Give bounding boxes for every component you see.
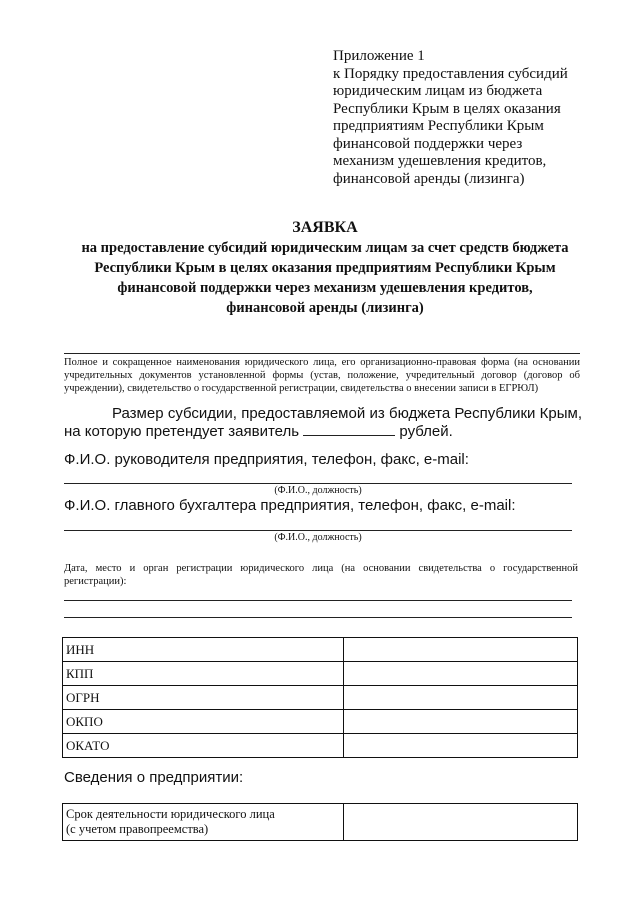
title-line: финансовой аренды (лизинга) xyxy=(226,300,424,316)
code-value-okpo[interactable] xyxy=(344,710,578,734)
appendix-line: финансовой поддержки через xyxy=(333,135,523,152)
title-line: на предоставление субсидий юридическим лицам за счет средств бюджета xyxy=(81,240,569,256)
code-label-inn: ИНН xyxy=(63,638,344,662)
title-heading: ЗАЯВКА xyxy=(292,219,358,236)
subsidy-paragraph xyxy=(64,405,582,441)
code-label-kpp: КПП xyxy=(63,662,344,686)
company-term-label-line: (с учетом правопреемства) xyxy=(66,822,209,836)
code-value-okato[interactable] xyxy=(344,734,578,758)
appendix-block xyxy=(333,48,593,188)
legal-name-line[interactable] xyxy=(64,353,580,354)
appendix-line: финансовой аренды (лизинга) xyxy=(333,170,525,187)
registration-line-2[interactable] xyxy=(64,617,572,618)
code-value-kpp[interactable] xyxy=(344,662,578,686)
accountant-label: Ф.И.О. главного бухгалтера предприятия, телефон, факс, e-mail: xyxy=(64,497,516,514)
director-caption: (Ф.И.О., должность) xyxy=(274,485,362,496)
code-value-ogrn[interactable] xyxy=(344,686,578,710)
accountant-caption: (Ф.И.О., должность) xyxy=(274,532,362,543)
appendix-line: юридическим лицам из бюджета xyxy=(333,83,543,99)
registration-line-1[interactable] xyxy=(64,600,572,601)
title-line: финансовой поддержки через механизм удешевления кредитов, xyxy=(117,280,533,296)
subsidy-currency: рублей. xyxy=(399,423,453,440)
table-row xyxy=(63,804,578,841)
company-info-table xyxy=(62,803,578,841)
legal-name-note: Полное и сокращенное наименования юридического лица, его организационно-правовая форма (на основании учредительных документов установленной формы (устав, положение, учредительный договор (договор об учреждении), свидетельство о государственной регистрации, свидетельства о внесении записи в ЕГРЮЛ) xyxy=(64,357,580,394)
code-value-inn[interactable] xyxy=(344,638,578,662)
director-label: Ф.И.О. руководителя предприятия, телефон, факс, e-mail: xyxy=(64,451,469,468)
table-row xyxy=(63,638,578,662)
table-row xyxy=(63,734,578,758)
appendix-line: Республики Крым в целях оказания xyxy=(333,100,561,117)
company-info-title: Сведения о предприятии: xyxy=(64,769,244,786)
director-line[interactable] xyxy=(64,483,572,484)
appendix-line: предприятиям Республики Крым xyxy=(333,118,544,134)
code-label-okpo: ОКПО xyxy=(63,710,344,734)
company-term-label xyxy=(63,804,344,841)
appendix-line: механизм удешевления кредитов, xyxy=(333,153,547,169)
table-row xyxy=(63,710,578,734)
company-term-value[interactable] xyxy=(344,804,578,841)
subsidy-amount-blank[interactable] xyxy=(303,423,395,436)
table-row xyxy=(63,686,578,710)
registration-note: Дата, место и орган регистрации юридического лица (на основании свидетельства о государственной регистрации): xyxy=(64,563,578,587)
table-row xyxy=(63,662,578,686)
company-term-label-line: Срок деятельности юридического лица xyxy=(66,807,275,821)
code-label-ogrn: ОГРН xyxy=(63,686,344,710)
codes-table xyxy=(62,637,578,758)
code-label-okato: ОКАТО xyxy=(63,734,344,758)
subsidy-text: Размер субсидии, предоставляемой из бюджета Республики Крым, на которую претендует заявитель xyxy=(64,405,582,440)
appendix-line: к Порядку предоставления субсидий xyxy=(333,65,568,82)
title-line: Республики Крым в целях оказания предприятиям Республики Крым xyxy=(94,260,556,276)
appendix-line: Приложение 1 xyxy=(333,48,425,64)
accountant-line[interactable] xyxy=(64,530,572,531)
document-title xyxy=(40,218,610,318)
